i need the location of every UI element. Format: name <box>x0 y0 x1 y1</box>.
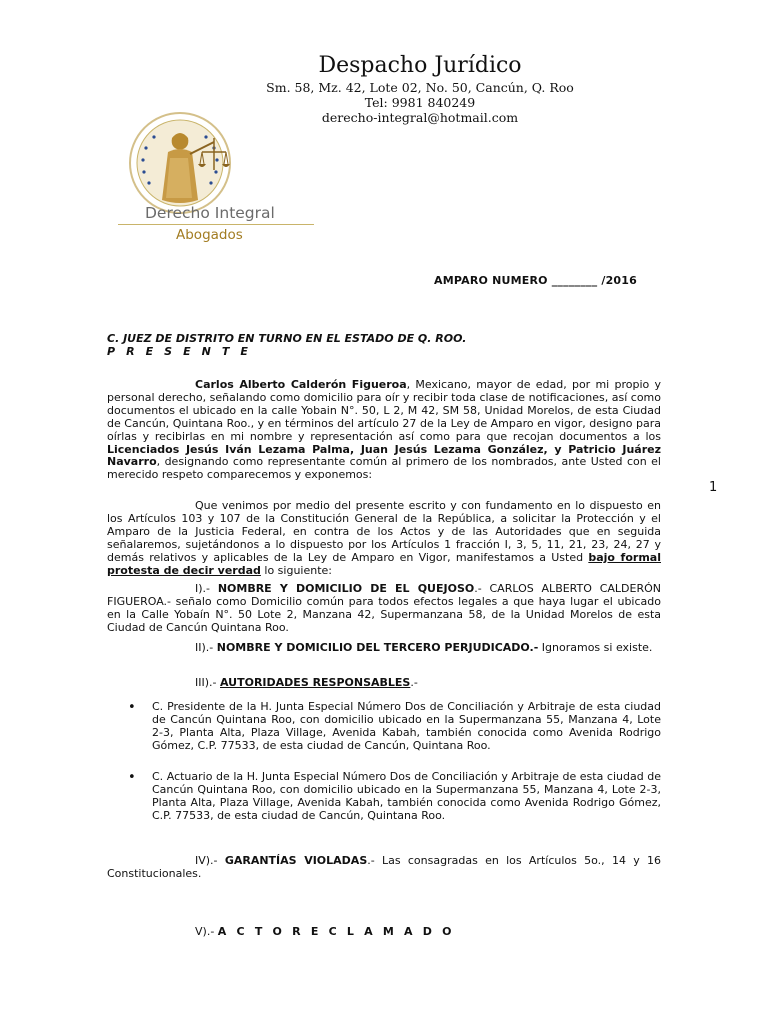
firm-phone: Tel: 9981 840249 <box>364 95 476 110</box>
bullet-marker: • <box>128 700 136 715</box>
section-garantias <box>107 855 661 881</box>
page-number: 1 <box>709 480 718 495</box>
section-heading: A C T O R E C L A M A D O <box>217 925 455 938</box>
basis-text-end: lo siguiente: <box>260 563 333 577</box>
section-heading: AUTORIDADES RESPONSABLES <box>220 676 411 689</box>
intro-text: , Mexicano, mayor de edad, por mi propio y personal derecho, señalando como domicilio para oír y recibir toda clase de notificaciones, así como documentos el ubicado en la calle Yobain N°. 50, L 2, M 42, SM 58, Unidad Morelos, de esta Ciudad de Cancún, Quintana Roo., y en términos del artículo 27 de la Ley de Amparo en vigor, designo para oírlas y recibirlas en mi nombre y representación así como para que recojan documentos a los <box>107 378 661 443</box>
authority-item: C. Presidente de la H. Junta Especial Número Dos de Conciliación y Arbitraje de esta ciudad de Cancún Quintana Roo, con domicilio ubicado en la Supermanzana 55, Manzana 4, Lote 2-3, Planta Alta, Plaza Village, Avenida Kabah, también conocida como Avenida Rodrigo Gómez, C.P. 77533, de esta ciudad de Cancún, Quintana Roo. <box>152 700 661 752</box>
logo-tagline: Abogados <box>176 227 243 243</box>
section-text: .- Las consagradas en los Artículos 5o., 14 y 16 Constitucionales. <box>107 854 662 880</box>
section-number: IV).- <box>195 854 225 867</box>
addressee-line: C. JUEZ DE DISTRITO EN TURNO EN EL ESTADO DE Q. ROO. <box>107 332 467 345</box>
authority-item: C. Actuario de la H. Junta Especial Número Dos de Conciliación y Arbitraje de esta ciudad de Cancún Quintana Roo, con domicilio ubicado en la Supermanzana 55, Manzana 4, Lote 2-3, Planta Alta, Plaza Village, Avenida Kabah, también conocida como Avenida Rodrigo Gómez, C.P. 77533, de esta ciudad de Cancún, Quintana Roo. <box>152 770 661 822</box>
section-text: .- CARLOS ALBERTO CALDERÓN FIGUEROA.- señalo como Domicilio común para todos efectos legales a que haya lugar el ubicado en la Calle Yobaín N°. 50 Lote 2, Manzana 42, Supermanzana 58, de la Unidad Morelos de esta Ciudad de Cancún Quintana Roo. <box>107 582 662 634</box>
firm-title: Despacho Jurídico <box>318 53 522 78</box>
section-text: .- <box>410 676 418 689</box>
paragraph-intro <box>107 379 661 482</box>
logo-divider <box>118 224 314 225</box>
section-heading: NOMBRE Y DOMICILIO DE EL QUEJOSO <box>217 582 475 595</box>
section-number: III).- <box>195 676 220 689</box>
bullet-marker: • <box>128 770 136 785</box>
protest-phrase: bajo formal protesta de decir verdad <box>107 550 661 577</box>
lawyers-names: Licenciados Jesús Iván Lezama Palma, Juan Jesús Lezama González, y Patricio Juárez Navarro <box>107 442 661 469</box>
section-number: I).- <box>195 582 218 595</box>
firm-email: derecho-integral@hotmail.com <box>321 110 519 125</box>
presente-line: P R E S E N T E <box>107 345 252 358</box>
section-tercero <box>107 642 661 655</box>
paragraph-basis <box>107 500 661 577</box>
section-heading: NOMBRE Y DOMICILIO DEL TERCERO PERJUDICADO.- <box>216 641 539 654</box>
section-heading: GARANTÍAS VIOLADAS <box>224 854 368 867</box>
intro-text-end: , designando como representante común al primero de los nombrados, ante Usted con el merecido respeto comparecemos y exponemos: <box>107 455 661 482</box>
petitioner-name: Carlos Alberto Calderón Figueroa <box>195 378 407 391</box>
logo-name: Derecho Integral <box>145 204 275 222</box>
amparo-number: AMPARO NUMERO ________ /2016 <box>434 274 637 287</box>
section-acto <box>107 926 661 939</box>
section-number: II).- <box>195 641 217 654</box>
section-quejoso <box>107 583 661 635</box>
basis-text: Que venimos por medio del presente escrito y con fundamento en lo dispuesto en los Artículos 103 y 107 de la Constitución General de la República, a solicitar la Protección y el Amparo de la Justicia Federal, en contra de los Actos y de las Autoridades que en seguida señalaremos, sujetándonos a lo dispuesto por los Artículos 1 fracción I, 3, 5, 11, 21, 23, 24, 27 y demás relativos y aplicables de la Ley de Amparo en Vigor, manifestamos a Usted <box>107 499 661 564</box>
addressee <box>107 332 466 358</box>
section-number: V).- <box>195 925 218 938</box>
section-text: Ignoramos si existe. <box>538 641 653 654</box>
firm-address: Sm. 58, Mz. 42, Lote 02, No. 50, Cancún, Q. Roo <box>266 80 574 95</box>
section-autoridades <box>107 677 661 690</box>
